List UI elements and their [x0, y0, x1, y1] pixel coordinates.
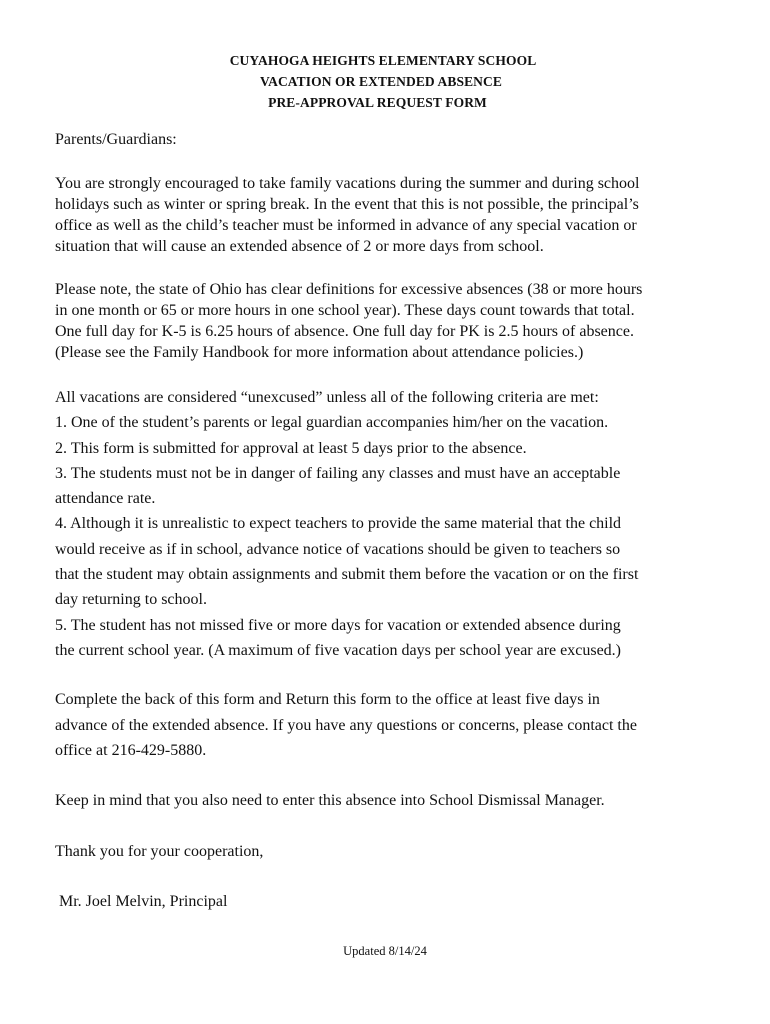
intro-paragraph [55, 173, 715, 257]
paragraph-line: situation that will cause an extended absence of 2 or more days from school. [55, 238, 544, 255]
dismissal-manager-reminder: Keep in mind that you also need to enter this absence into School Dismissal Manager. [55, 792, 605, 809]
paragraph-line: advance of the extended absence. If you have any questions or concerns, please contact the [55, 716, 637, 734]
paragraph-line: You are strongly encouraged to take family vacations during the summer and during school [55, 175, 640, 192]
paragraph-line: (Please see the Family Handbook for more information about attendance policies.) [55, 344, 584, 361]
criteria-line: that the student may obtain assignments and submit them before the vacation or on the first [55, 566, 639, 584]
ohio-absence-paragraph [55, 279, 715, 363]
criteria-line: 5. The student has not missed five or more days for vacation or extended absence during [55, 616, 621, 634]
criteria-list [55, 385, 715, 663]
closing-thanks: Thank you for your cooperation, [55, 843, 264, 860]
form-title: VACATION OR EXTENDED ABSENCE [260, 74, 502, 89]
criteria-line: would receive as if in school, advance notice of vacations should be given to teachers so [55, 540, 621, 558]
paragraph-line: Please note, the state of Ohio has clear definitions for excessive absences (38 or more hours [55, 281, 643, 298]
paragraph-line: in one month or 65 or more hours in one school year). These days count towards that total. [55, 302, 635, 319]
principal-signature: Mr. Joel Melvin, Principal [59, 893, 228, 910]
form-header [0, 50, 770, 113]
return-instructions-paragraph [55, 687, 715, 764]
criteria-line: day returning to school. [55, 591, 207, 609]
criteria-line: the current school year. (A maximum of five vacation days per school year are excused.) [55, 641, 622, 659]
form-subtitle: PRE-APPROVAL REQUEST FORM [268, 95, 487, 110]
paragraph-line: One full day for K-5 is 6.25 hours of absence. One full day for PK is 2.5 hours of absence. [55, 323, 634, 340]
criteria-line: attendance rate. [55, 490, 156, 508]
footer-updated-date [0, 942, 770, 960]
criteria-line: 3. The students must not be in danger of failing any classes and must have an acceptable [55, 464, 621, 482]
paragraph-line: Complete the back of this form and Return this form to the office at least five days in [55, 691, 600, 708]
criteria-line: 2. This form is submitted for approval at least 5 days prior to the absence. [55, 439, 527, 457]
greeting: Parents/Guardians: [55, 131, 177, 148]
paragraph-line: office as well as the child’s teacher must be informed in advance of any special vacation or [55, 217, 637, 234]
updated-date: Updated 8/14/24 [343, 944, 427, 958]
criteria-line: 4. Although it is unrealistic to expect teachers to provide the same material that the child [55, 515, 622, 533]
paragraph-line: office at 216-429-5880. [55, 742, 207, 759]
paragraph-line: holidays such as winter or spring break. In the event that this is not possible, the principal’s [55, 196, 639, 213]
criteria-intro: All vacations are considered “unexcused” unless all of the following criteria are met: [55, 389, 599, 406]
school-name: CUYAHOGA HEIGHTS ELEMENTARY SCHOOL [229, 53, 537, 68]
criteria-line: 1. One of the student’s parents or legal guardian accompanies him/her on the vacation. [55, 414, 609, 432]
